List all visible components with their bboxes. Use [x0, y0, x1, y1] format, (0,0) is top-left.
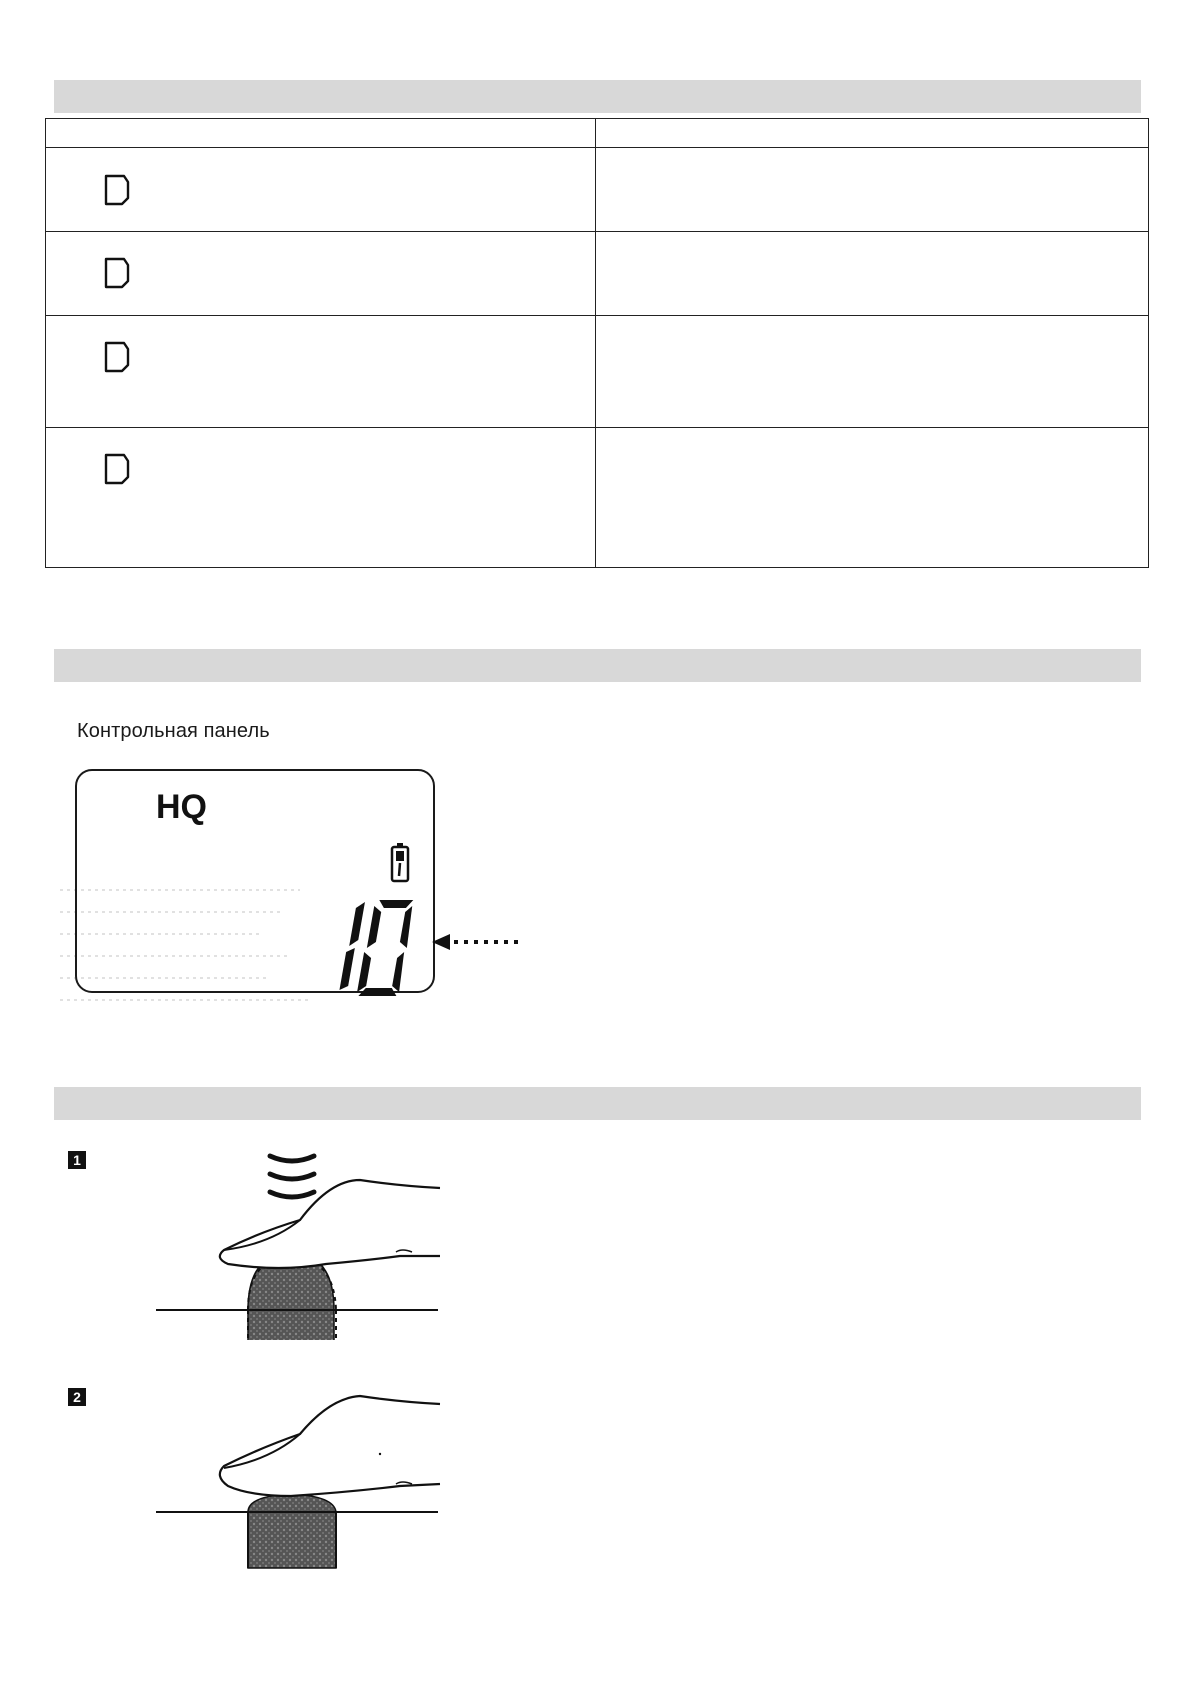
- table-cell-right: [596, 316, 1149, 428]
- section-header-3: [54, 1087, 1141, 1120]
- table-row: [46, 232, 1149, 316]
- section-header-1: [54, 80, 1141, 113]
- table-cell-right: [596, 148, 1149, 232]
- table-row: [46, 148, 1149, 232]
- document-icon: [104, 453, 130, 485]
- table-row: [46, 428, 1149, 568]
- spec-table: [45, 118, 1149, 568]
- control-panel-caption: Контрольная панель: [77, 720, 270, 742]
- table-cell-left: [46, 232, 596, 316]
- document-icon: [104, 341, 130, 373]
- table-row: [46, 316, 1149, 428]
- lcd-frame: [76, 770, 434, 992]
- counter-value: 10: [60, 760, 62, 761]
- mode-label: HQ: [156, 788, 207, 826]
- counter-digits: [338, 900, 415, 996]
- document-icon: [104, 174, 130, 206]
- table-cell-left: [46, 148, 596, 232]
- table-cell-left: [46, 428, 596, 568]
- pressure-waves-icon: [270, 1156, 314, 1197]
- background-texture: [60, 890, 310, 1000]
- table-header-row: [46, 119, 1149, 148]
- table-cell-left: [46, 316, 596, 428]
- step-badge-2: 2: [68, 1388, 86, 1406]
- control-panel-display: [60, 760, 520, 1020]
- battery-icon: [392, 843, 408, 881]
- table-header-cell: [46, 119, 596, 148]
- step-badge-1: 1: [68, 1151, 86, 1169]
- table-cell-right: [596, 428, 1149, 568]
- arrow-pointer-icon: [432, 934, 520, 950]
- document-icon: [104, 257, 130, 289]
- section-header-2: [54, 649, 1141, 682]
- finger-press-icon: [150, 1140, 450, 1340]
- table-header-cell: [596, 119, 1149, 148]
- finger-contact-icon: [150, 1390, 450, 1570]
- table-cell-right: [596, 232, 1149, 316]
